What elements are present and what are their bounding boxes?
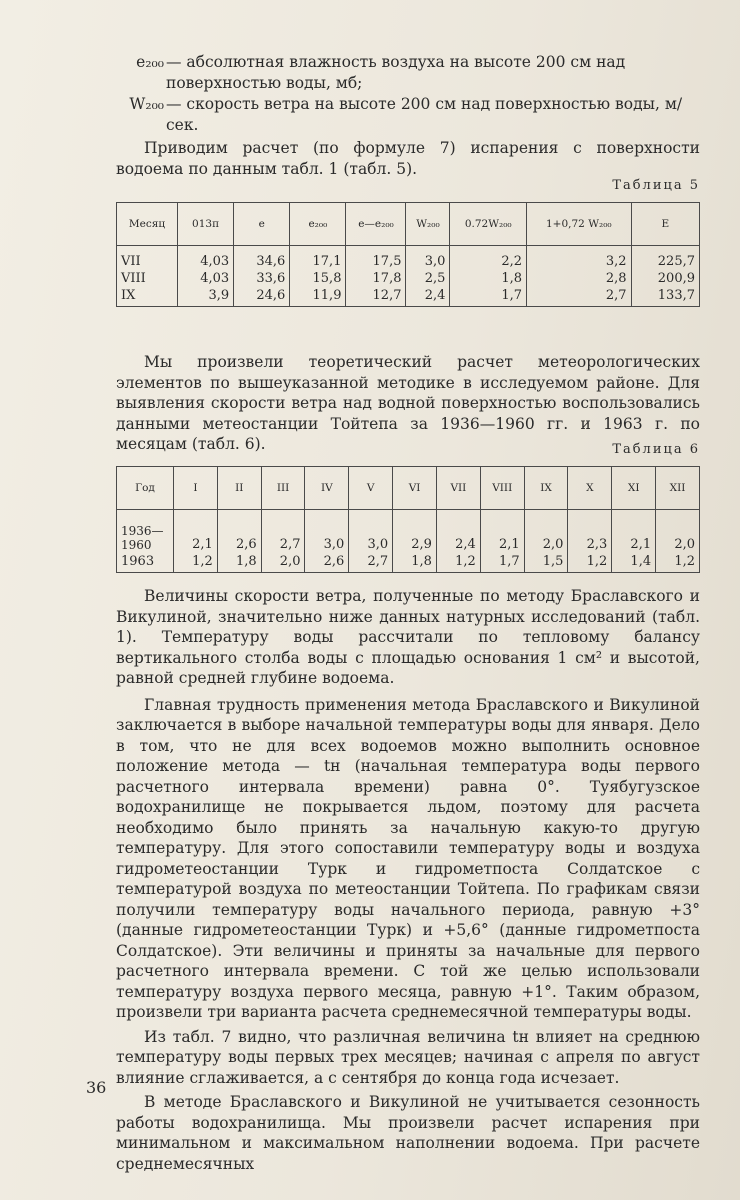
table-cell: 1,8 (217, 553, 261, 573)
table-cell: 2,9 (393, 510, 437, 554)
table-header-cell: X (568, 467, 612, 510)
table6-caption: Таблица 6 (612, 442, 700, 457)
definition-text: — абсолютная влажность воздуха на высоте 200 см над поверхностью воды, мб; (166, 53, 626, 92)
table-cell: 1936—1960 (117, 510, 174, 554)
table-cell: 2,1 (612, 510, 656, 554)
table-header-cell: VI (393, 467, 437, 510)
body-text (116, 586, 700, 1174)
body-paragraph: Главная трудность применения метода Браславского и Викулиной заключается в выборе начальной температуры воды для января. Дело в том, что не для всех водоемов можно выполнить основное положение метода — tн (начальная температура воды первого расчетного интервала времени) равна 0°. Туябугузское водохранилище не покрывается льдом, поэтому для расчета необходимо было принять за начальную какую-то другую температуру. Для этого сопоставили температуру воды и воздуха гидрометеостанции Турк и гидрометпоста Солдатское с температурой воздуха по метеостанции Тойтепа. По графикам связи получили температуру воды начального периода, равную +3° (данные гидрометеостанции Турк) и +5,6° (данные гидрометпоста Солдатское). Эти величины и приняты за начальные для первого расчетного интервала времени. С той же целью использовали температуру воздуха первого месяца, равную +1°. Таким образом, произвели три варианта расчета среднемесячной температуры воды. (116, 695, 700, 1021)
table-cell: 17,5 (346, 246, 406, 271)
table-cell: 1963 (117, 553, 174, 573)
table-cell: 24,6 (234, 287, 290, 307)
table-cell: VII (117, 246, 178, 271)
table-cell: 11,9 (290, 287, 346, 307)
table-cell: 17,1 (290, 246, 346, 271)
table-cell: 3,2 (527, 246, 632, 271)
definition-text: — скорость ветра на высоте 200 см над поверхностью воды, м/сек. (166, 95, 683, 134)
table-cell: 2,4 (406, 287, 450, 307)
table-cell: 1,2 (568, 553, 612, 573)
table-header-cell: XII (656, 467, 700, 510)
table-cell: 1,2 (656, 553, 700, 573)
page-number: 36 (86, 1078, 107, 1097)
table-cell: 1,2 (436, 553, 480, 573)
intro-paragraph: Приводим расчет (по формуле 7) испарения с поверхности водоема по данным табл. 1 (табл. 5). (116, 139, 700, 178)
table-header-cell: e—e₂₀₀ (346, 203, 406, 246)
table-cell: 2,7 (349, 553, 393, 573)
table-cell: 4,03 (178, 270, 234, 287)
table-row (117, 246, 700, 271)
table-cell: 12,7 (346, 287, 406, 307)
table-cell: IX (117, 287, 178, 307)
table-cell: 4,03 (178, 246, 234, 271)
body-paragraph: Величины скорости ветра, полученные по методу Браславского и Викулиной, значительно ниже данных натурных исследований (табл. 1). Температуру воды рассчитали по тепловому балансу вертикального столба воды с площадью основания 1 см² и высотой, равной средней глубине водоема. (116, 587, 700, 687)
table-header-cell: IV (305, 467, 349, 510)
table-cell: 2,0 (524, 510, 568, 554)
definition-e200 (116, 52, 700, 94)
table-cell: 17,8 (346, 270, 406, 287)
definition-symbol: e₂₀₀ (136, 53, 164, 71)
table-header-cell: XI (612, 467, 656, 510)
table-cell: 2,5 (406, 270, 450, 287)
table-cell: 2,6 (217, 510, 261, 554)
table-cell: VIII (117, 270, 178, 287)
table-cell: 1,7 (450, 287, 527, 307)
table-cell: 34,6 (234, 246, 290, 271)
table-cell: 2,3 (568, 510, 612, 554)
table-row (117, 287, 700, 307)
table-cell: 2,1 (174, 510, 218, 554)
table-cell: 3,0 (406, 246, 450, 271)
table-cell: 1,5 (524, 553, 568, 573)
table-header-cell: e (234, 203, 290, 246)
table-cell: 3,0 (305, 510, 349, 554)
table-header-cell: I (174, 467, 218, 510)
table-row (117, 270, 700, 287)
table-cell: 1,8 (450, 270, 527, 287)
table-header-row (117, 203, 700, 246)
table-cell: 1,8 (393, 553, 437, 573)
table-header-cell: e₂₀₀ (290, 203, 346, 246)
table-header-cell: Месяц (117, 203, 178, 246)
table-cell: 1,4 (612, 553, 656, 573)
table-header-cell: V (349, 467, 393, 510)
table-cell: 2,0 (261, 553, 305, 573)
body-paragraph: В методе Браславского и Викулиной не учитывается сезонность работы водохранилища. Мы произвели расчет испарения при минимальном и максимальном наполнении водоема. При расчете среднемесячных (116, 1093, 700, 1173)
table-header-cell: VIII (480, 467, 524, 510)
definition-symbol: W₂₀₀ (129, 95, 164, 113)
table-cell: 2,7 (527, 287, 632, 307)
table-cell: 2,8 (527, 270, 632, 287)
table-header-cell: II (217, 467, 261, 510)
table-cell: 1,7 (480, 553, 524, 573)
table-cell: 2,0 (656, 510, 700, 554)
body-paragraph: Из табл. 7 видно, что различная величина tн влияет на среднюю температуру воды первых трех месяцев; начиная с апреля по август влияние сглаживается, а с сентября до конца года исчезает. (116, 1027, 700, 1087)
definition-w200 (116, 94, 700, 136)
table-header-cell: W₂₀₀ (406, 203, 450, 246)
table-header-cell: Год (117, 467, 174, 510)
table-cell: 133,7 (631, 287, 699, 307)
table-header-cell: 013п (178, 203, 234, 246)
definitions-block (116, 52, 700, 136)
table-cell: 33,6 (234, 270, 290, 287)
table6 (116, 466, 700, 573)
table5 (116, 202, 700, 307)
table-header-row (117, 467, 700, 510)
table-cell: 200,9 (631, 270, 699, 287)
table-header-cell: VII (436, 467, 480, 510)
table-header-cell: III (261, 467, 305, 510)
table-header-cell: 0.72W₂₀₀ (450, 203, 527, 246)
table-row (117, 553, 700, 573)
table5-caption: Таблица 5 (612, 178, 700, 193)
theory-paragraph: Мы произвели теоретический расчет метеорологических элементов по вышеуказанной методике в исследуемом районе. Для выявления скорости ветра над водной поверхностью воспользовались данными метеостанции Тойтепа за 1936—1960 гг. и 1963 г. по месяцам (табл. 6). (116, 353, 700, 453)
table-cell: 2,6 (305, 553, 349, 573)
table-cell: 2,1 (480, 510, 524, 554)
table-cell: 2,4 (436, 510, 480, 554)
table-header-cell: 1+0,72 W₂₀₀ (527, 203, 632, 246)
table-header-cell: E (631, 203, 699, 246)
table-header-cell: IX (524, 467, 568, 510)
table-cell: 15,8 (290, 270, 346, 287)
table-cell: 3,0 (349, 510, 393, 554)
table-cell: 3,9 (178, 287, 234, 307)
table-cell: 2,2 (450, 246, 527, 271)
table-cell: 225,7 (631, 246, 699, 271)
table-cell: 2,7 (261, 510, 305, 554)
table-cell: 1,2 (174, 553, 218, 573)
table-row (117, 510, 700, 554)
